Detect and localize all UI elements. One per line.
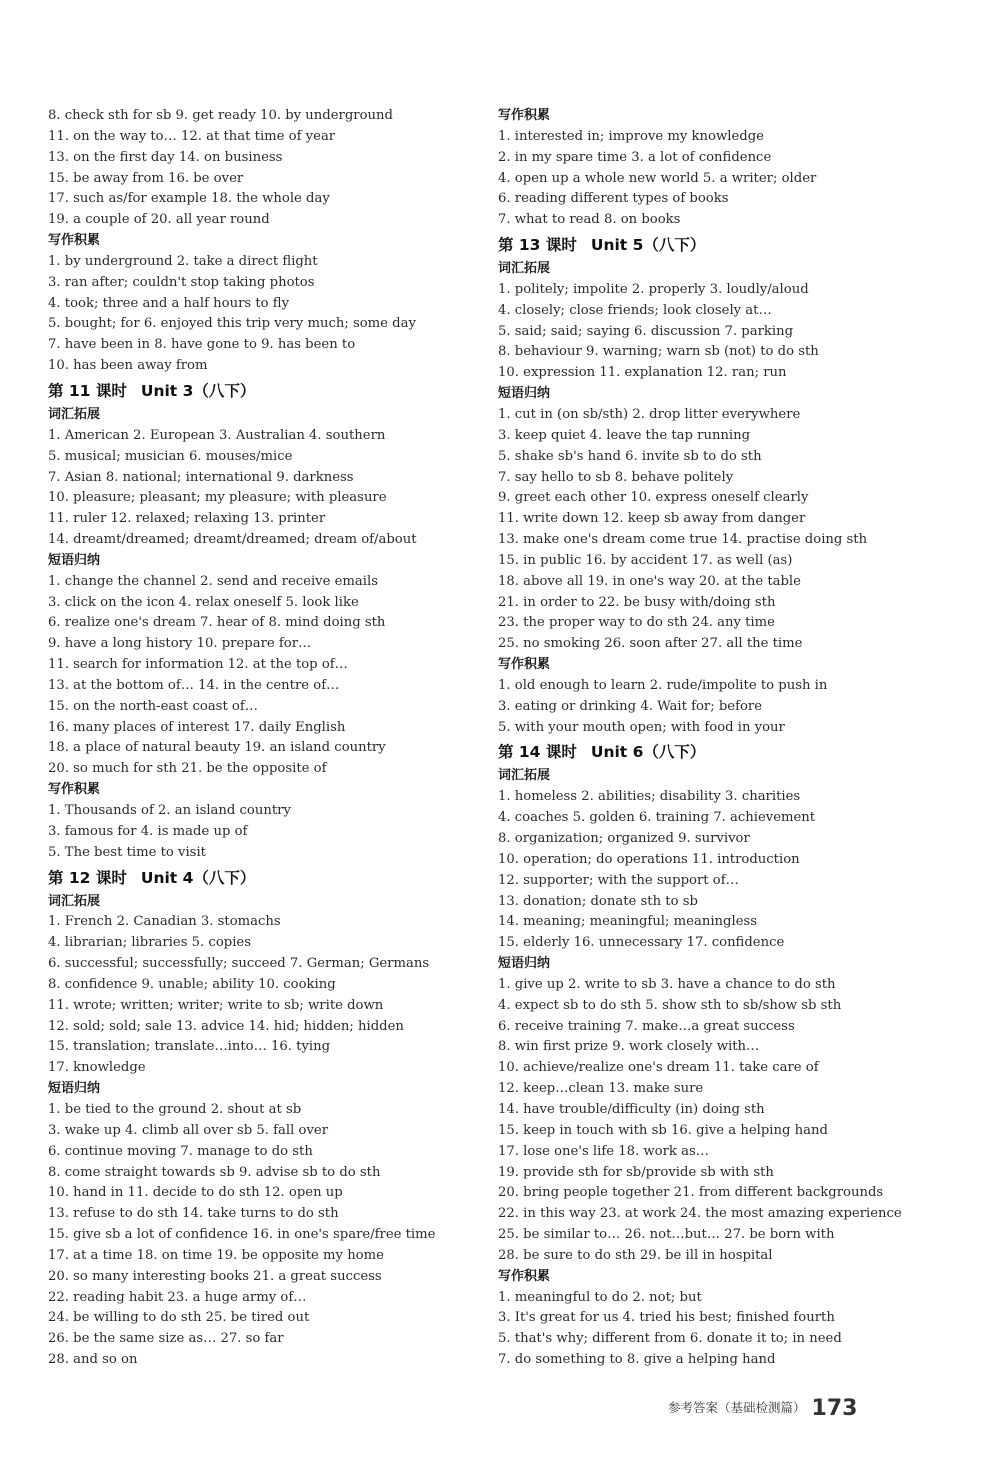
answer-line: 5. with your mouth open; with food in your (498, 719, 785, 735)
answer-line: 3. famous for 4. is made up of (48, 823, 248, 839)
answer-line: 1. by underground 2. take a direct flight (48, 253, 318, 269)
page-footer (668, 1396, 857, 1421)
answer-line: 8. confidence 9. unable; ability 10. cooking (48, 976, 336, 992)
section-subheading: 短语归纳 (48, 552, 101, 568)
answer-line: 3. wake up 4. climb all over sb 5. fall over (48, 1122, 328, 1138)
unit-label: Unit 5（八下） (590, 236, 706, 255)
section-subheading: 写作积累 (498, 1268, 551, 1284)
lesson-number: 第 13 课时 (498, 236, 577, 255)
answer-line: 8. win first prize 9. work closely with… (498, 1039, 760, 1055)
unit-label: Unit 6（八下） (590, 743, 706, 762)
answer-line: 13. donation; donate sth to sb (498, 893, 698, 909)
answer-line: 1. cut in (on sb/sth) 2. drop litter everywhere (498, 406, 801, 422)
answer-line: 1. interested in; improve my knowledge (498, 128, 764, 144)
answer-line: 18. above all 19. in one's way 20. at the table (498, 573, 801, 589)
footer-label: 参考答案（基础检测篇） (668, 1400, 806, 1415)
answer-line: 10. hand in 11. decide to do sth 12. open up (48, 1185, 343, 1201)
answer-line: 17. lose one's life 18. work as… (498, 1143, 709, 1159)
answer-line: 4. expect sb to do sth 5. show sth to sb/show sb sth (498, 997, 842, 1013)
answer-line: 3. click on the icon 4. relax oneself 5. look like (48, 594, 359, 610)
section-subheading: 短语归纳 (498, 956, 551, 972)
answer-line: 1. give up 2. write to sb 3. have a chance to do sth (498, 976, 836, 992)
answer-line: 6. reading different types of books (498, 191, 729, 207)
section-subheading: 词汇拓展 (498, 261, 551, 277)
answer-line: 10. pleasure; pleasant; my pleasure; with pleasure (48, 490, 387, 506)
answer-line: 11. wrote; written; writer; write to sb; write down (48, 997, 384, 1013)
answer-line: 7. what to read 8. on books (498, 212, 681, 228)
section-subheading: 词汇拓展 (48, 893, 101, 909)
answer-line: 6. successful; successfully; succeed 7. German; Germans (48, 956, 430, 972)
answer-line: 5. said; said; saying 6. discussion 7. parking (498, 323, 794, 339)
lesson-heading (48, 865, 498, 892)
answer-line: 7. Asian 8. national; international 9. darkness (48, 469, 354, 485)
answer-line: 8. behaviour 9. warning; warn sb (not) to do sth (498, 344, 819, 360)
answer-line: 13. on the first day 14. on business (48, 149, 283, 165)
answer-line: 6. receive training 7. make…a great success (498, 1018, 795, 1034)
lesson-heading (48, 378, 498, 405)
answer-line: 19. a couple of 20. all year round (48, 212, 270, 228)
answer-line: 4. open up a whole new world 5. a writer; older (498, 170, 817, 186)
answer-line: 2. in my spare time 3. a lot of confidence (498, 149, 772, 165)
section-subheading: 词汇拓展 (498, 768, 551, 784)
section-subheading: 短语归纳 (498, 386, 551, 402)
section-subheading: 写作积累 (498, 657, 551, 673)
answer-line: 1. homeless 2. abilities; disability 3. charities (498, 789, 801, 805)
answer-line: 1. Thousands of 2. an island country (48, 803, 291, 818)
answer-line: 28. and so on (48, 1352, 138, 1368)
answer-line: 8. check sth for sb 9. get ready 10. by underground (48, 108, 393, 123)
answer-line: 10. expression 11. explanation 12. ran; run (498, 365, 787, 381)
answer-line: 17. such as/for example 18. the whole day (48, 191, 330, 207)
answer-line: 10. has been away from (48, 358, 208, 374)
answer-line: 5. The best time to visit (48, 844, 206, 860)
answer-line: 11. ruler 12. relaxed; relaxing 13. printer (48, 511, 326, 527)
answer-line: 15. on the north-east coast of… (48, 698, 258, 714)
answer-line: 8. come straight towards sb 9. advise sb to do sth (48, 1164, 381, 1180)
section-subheading: 词汇拓展 (48, 406, 101, 422)
answer-line: 20. bring people together 21. from different backgrounds (498, 1185, 884, 1201)
answer-line: 11. write down 12. keep sb away from danger (498, 511, 806, 527)
answer-line: 12. sold; sold; sale 13. advice 14. hid; hidden; hidden (48, 1018, 404, 1034)
answer-line: 5. that's why; different from 6. donate it to; in need (498, 1331, 842, 1347)
answer-line: 15. keep in touch with sb 16. give a helping hand (498, 1122, 828, 1138)
answer-line: 1. old enough to learn 2. rude/impolite to push in (498, 677, 828, 693)
answer-line: 10. operation; do operations 11. introduction (498, 851, 800, 867)
answer-line: 25. be similar to… 26. not…but… 27. be born with (498, 1227, 835, 1243)
answer-line: 11. search for information 12. at the top of… (48, 657, 348, 673)
page-number: 173 (811, 1396, 858, 1421)
answer-line: 7. say hello to sb 8. behave politely (498, 469, 734, 485)
answer-line: 3. ran after; couldn't stop taking photos (48, 274, 315, 290)
answer-line: 3. eating or drinking 4. Wait for; before (498, 698, 763, 714)
answer-line: 5. shake sb's hand 6. invite sb to do sth (498, 448, 762, 464)
answer-line: 7. do something to 8. give a helping hand (498, 1352, 776, 1368)
answer-line: 12. supporter; with the support of… (498, 872, 739, 888)
section-subheading: 短语归纳 (48, 1081, 101, 1097)
answer-line: 14. meaning; meaningful; meaningless (498, 914, 758, 930)
section-subheading: 写作积累 (498, 108, 551, 123)
answer-line: 22. in this way 23. at work 24. the most amazing experience (498, 1206, 902, 1222)
answer-line: 1. change the channel 2. send and receive emails (48, 573, 378, 589)
answer-line: 15. in public 16. by accident 17. as well (as) (498, 552, 793, 568)
answer-line: 3. It's great for us 4. tried his best; finished fourth (498, 1310, 835, 1326)
unit-label: Unit 3（八下） (140, 381, 256, 400)
answer-line: 18. a place of natural beauty 19. an island country (48, 740, 386, 756)
answer-line: 3. keep quiet 4. leave the tap running (498, 427, 751, 443)
answer-line: 5. musical; musician 6. mouses/mice (48, 448, 293, 464)
answer-line: 5. bought; for 6. enjoyed this trip very much; some day (48, 316, 416, 332)
lesson-heading (498, 232, 948, 259)
answer-line: 1. politely; impolite 2. properly 3. loudly/aloud (498, 281, 809, 297)
section-subheading: 写作积累 (48, 233, 101, 249)
lesson-number: 第 14 课时 (498, 743, 577, 762)
answer-line: 20. so many interesting books 21. a great success (48, 1268, 382, 1284)
answer-line: 16. many places of interest 17. daily English (48, 719, 346, 735)
answer-line: 17. knowledge (48, 1060, 146, 1076)
answer-line: 15. give sb a lot of confidence 16. in one's spare/free time (48, 1227, 436, 1243)
section-subheading: 写作积累 (48, 782, 101, 798)
lesson-number: 第 11 课时 (48, 381, 127, 400)
answer-line: 4. took; three and a half hours to fly (48, 295, 290, 311)
answer-line: 13. refuse to do sth 14. take turns to do sth (48, 1206, 339, 1222)
answer-line: 10. achieve/realize one's dream 11. take care of (498, 1060, 819, 1076)
answer-line: 4. closely; close friends; look closely at… (498, 302, 772, 318)
answer-line: 22. reading habit 23. a huge army of… (48, 1289, 307, 1305)
answer-line: 20. so much for sth 21. be the opposite of (48, 761, 327, 777)
answer-line: 14. dreamt/dreamed; dreamt/dreamed; dream of/about (48, 532, 417, 548)
answer-line: 9. have a long history 10. prepare for… (48, 636, 312, 652)
answer-line: 4. librarian; libraries 5. copies (48, 935, 251, 951)
answer-line: 13. at the bottom of… 14. in the centre of… (48, 677, 340, 693)
answer-line: 15. be away from 16. be over (48, 170, 244, 186)
answer-line: 15. translation; translate…into… 16. tying (48, 1039, 331, 1055)
answer-line: 24. be willing to do sth 25. be tired out (48, 1310, 310, 1326)
answer-line: 6. realize one's dream 7. hear of 8. mind doing sth (48, 615, 386, 631)
answer-line: 17. at a time 18. on time 19. be opposite my home (48, 1247, 384, 1263)
answer-line: 28. be sure to do sth 29. be ill in hospital (498, 1247, 773, 1263)
answer-line: 26. be the same size as… 27. so far (48, 1331, 284, 1347)
answer-line: 6. continue moving 7. manage to do sth (48, 1143, 313, 1159)
answer-line: 1. meaningful to do 2. not; but (498, 1289, 702, 1305)
answer-line: 12. keep…clean 13. make sure (498, 1081, 704, 1097)
answer-line: 15. elderly 16. unnecessary 17. confidence (498, 935, 785, 951)
answer-line: 1. be tied to the ground 2. shout at sb (48, 1101, 302, 1117)
answer-line: 23. the proper way to do sth 24. any time (498, 615, 775, 631)
answer-line: 11. on the way to… 12. at that time of year (48, 128, 336, 144)
answer-line: 13. make one's dream come true 14. practise doing sth (498, 532, 868, 548)
unit-label: Unit 4（八下） (140, 868, 256, 887)
answer-line: 14. have trouble/difficulty (in) doing sth (498, 1101, 765, 1117)
right-column (498, 106, 948, 1371)
lesson-heading (498, 739, 948, 766)
answer-line: 7. have been in 8. have gone to 9. has been to (48, 337, 356, 353)
lesson-number: 第 12 课时 (48, 868, 127, 887)
answer-line: 25. no smoking 26. soon after 27. all the time (498, 636, 803, 652)
answer-line: 9. greet each other 10. express oneself clearly (498, 490, 809, 506)
answer-line: 8. organization; organized 9. survivor (498, 831, 750, 846)
answer-line: 19. provide sth for sb/provide sb with sth (498, 1164, 774, 1180)
answer-line: 4. coaches 5. golden 6. training 7. achievement (498, 810, 816, 826)
left-column (48, 106, 498, 1371)
answer-line: 1. American 2. European 3. Australian 4. southern (48, 427, 386, 443)
answer-line: 21. in order to 22. be busy with/doing sth (498, 594, 776, 610)
answer-line: 1. French 2. Canadian 3. stomachs (48, 914, 281, 930)
